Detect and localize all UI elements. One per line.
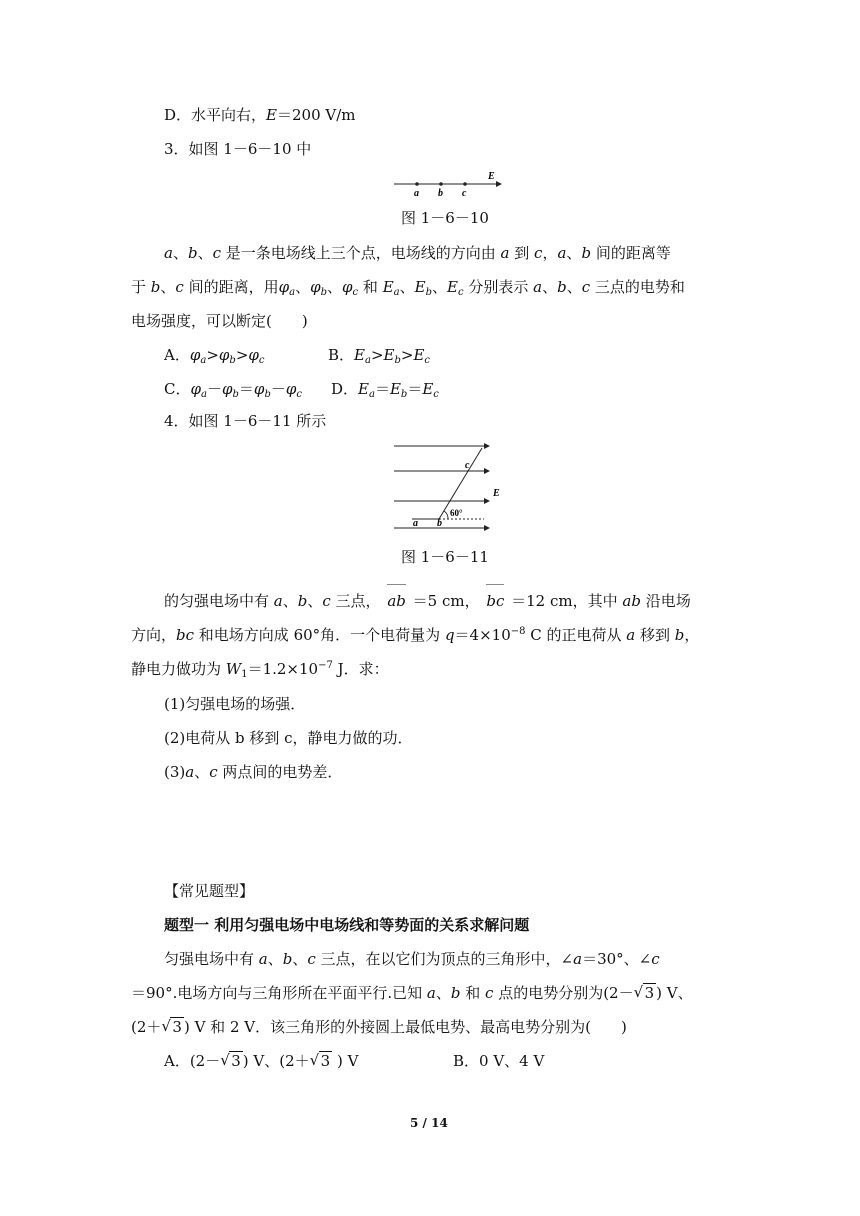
fig1-label-e: E bbox=[488, 171, 495, 182]
question-4-part-1: (1)匀强电场的场强． bbox=[164, 695, 306, 713]
question-3-header: 3．如图 1－6－10 中 bbox=[164, 140, 312, 158]
question-4-part-3: (3)a、c 两点间的电势差． bbox=[164, 763, 343, 781]
question-4-line-1: 的匀强电场中有 a、b、c 三点， ab ＝5 cm， bc ＝12 cm，其中 ab 沿电场 bbox=[164, 592, 691, 610]
page-number: 5 / 14 bbox=[410, 1116, 448, 1130]
type-1-option-a: A．(2－√ 3 ) V、(2＋√ 3 ) V bbox=[164, 1050, 358, 1072]
figure-caption-2: 图 1－6－11 bbox=[401, 548, 489, 566]
question-4-header: 4．如图 1－6－11 所示 bbox=[164, 412, 327, 430]
question-3-line-2: 于 b、c 间的距离，用$\varphi_a$、$\varphi_b$、$\varphi_c$ 和 $E_a$、$E_b$、$E_c$ 分别表示 a、b、c 三点的电势和 bbox=[131, 278, 685, 298]
figure-1-6-10 bbox=[392, 168, 504, 200]
figure-1-6-11 bbox=[392, 438, 504, 538]
fig1-label-c: c bbox=[462, 188, 467, 199]
option-c: C．$\varphi_a-\varphi_b=\varphi_b-\varphi_c$ bbox=[164, 380, 302, 400]
type-1-line-2: ＝90°.电场方向与三角形所在平面平行.已知 a、b 和 c 点的电势分别为(2－√ 3 ) V、 bbox=[131, 982, 693, 1004]
option-a: A．$\varphi_a>\varphi_b>\varphi_c$ bbox=[164, 346, 265, 366]
fig1-label-b: b bbox=[438, 188, 443, 199]
question-4-part-2: (2)电荷从 b 移到 c，静电力做的功． bbox=[164, 729, 413, 747]
question-4-line-3: 静电力做功为 $W_1=1.2\times 10^{-7}$ J．求： bbox=[131, 660, 389, 680]
option-d-prev: D．水平向右，E＝200 V/m bbox=[164, 106, 356, 124]
type-1-option-b: B．0 V、4 V bbox=[453, 1052, 545, 1070]
figure-caption-1: 图 1－6－10 bbox=[401, 209, 489, 227]
fig2-angle: 60° bbox=[450, 508, 463, 518]
type-1-line-3: (2＋√ 3 ) V 和 2 V．该三角形的外接圆上最低电势、最高电势分别为( ) bbox=[131, 1016, 627, 1038]
fig1-label-a: a bbox=[414, 188, 419, 199]
option-d: D．$E_a=E_b=E_c$ bbox=[331, 380, 439, 400]
fig2-label-b: b bbox=[437, 518, 442, 529]
fig2-label-e: E bbox=[493, 488, 500, 499]
question-3-line-3: 电场强度，可以断定( ) bbox=[131, 312, 308, 330]
fig2-label-a: a bbox=[413, 518, 418, 529]
question-3-line-1: a、b、c 是一条电场线上三个点，电场线的方向由 a 到 c，a、b 间的距离等 bbox=[164, 244, 671, 262]
fig2-label-c: c bbox=[465, 460, 470, 471]
option-b: B．$E_a>E_b>E_c$ bbox=[328, 346, 431, 366]
question-4-line-2: 方向，bc 和电场方向成 60°角．一个电荷量为 $q=4\times 10^{-8}$ C 的正电荷从 a 移到 b， bbox=[131, 626, 700, 644]
type-1-line-1: 匀强电场中有 a、b、c 三点，在以它们为顶点的三角形中，∠a＝30°、∠c bbox=[164, 950, 660, 968]
type-1-heading: 题型一 利用匀强电场中电场线和等势面的关系求解问题 bbox=[164, 916, 530, 934]
section-heading: 【常见题型】 bbox=[164, 882, 255, 900]
